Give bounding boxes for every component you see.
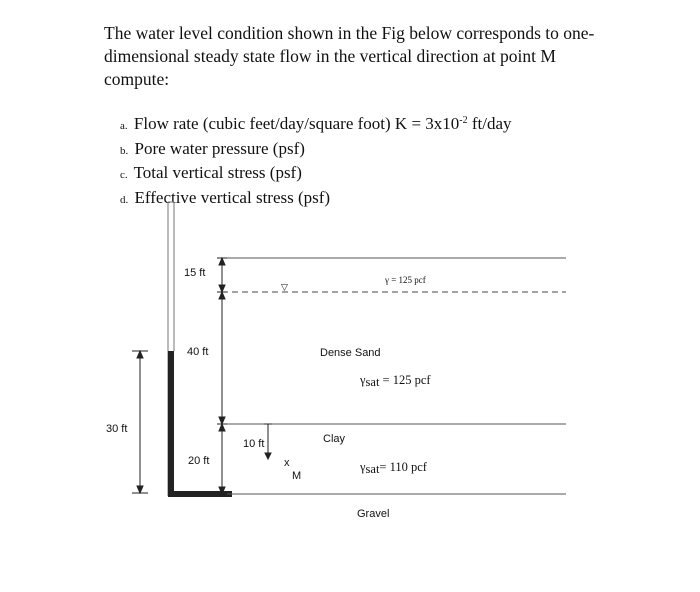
dim-10ft-label: 10 ft (243, 438, 265, 450)
water-unit-weight (384, 275, 426, 285)
piezometer-dimension (132, 351, 148, 493)
dim-20ft-label: 20 ft (188, 455, 210, 467)
sand-layer-label: Dense Sand (320, 347, 381, 359)
gravel-layer-label: Gravel (357, 508, 390, 520)
dim-30ft-label: 30 ft (106, 423, 128, 435)
sand-unit-weight-value: = 125 pcf (379, 373, 431, 387)
question-letter: a. (120, 120, 128, 132)
question-text: Total vertical stress (psf) (133, 163, 302, 182)
gamma-symbol: γ (360, 460, 366, 474)
clay-layer-label: Clay (323, 433, 346, 445)
question-letter: d. (120, 193, 129, 206)
gamma-symbol: γ (385, 275, 389, 285)
point-m-dimension (264, 424, 272, 459)
question-letter: b. (120, 144, 129, 157)
clay-unit-weight-value: = 110 pcf (379, 460, 427, 474)
problem-intro: The water level condition shown in the Fig below corresponds to one-dimensional steady state flow in the vertical direction at point M compute: (104, 23, 595, 89)
exponent: -2 (459, 115, 468, 126)
question-text: Flow rate (cubic feet/day/square foot) K = 3x10 (133, 114, 460, 133)
water-table-symbol: ▽ (281, 282, 288, 292)
water-unit-weight-value: = 125 pcf (388, 275, 426, 285)
point-m-label: M (292, 470, 302, 482)
gamma-symbol: γ (360, 373, 366, 387)
piezometer-water-column (168, 351, 174, 496)
dim-15ft-label: 15 ft (184, 267, 206, 279)
sat-subscript: sat (365, 462, 380, 476)
sat-subscript: sat (365, 375, 380, 389)
question-text: Pore water pressure (psf) (134, 138, 305, 158)
layer-dimension-line (217, 258, 227, 494)
clay-unit-weight (359, 460, 428, 476)
question-text: Effective vertical stress (psf) (134, 187, 331, 207)
dim-40ft-label: 40 ft (187, 346, 209, 358)
sand-unit-weight (359, 373, 431, 389)
point-m-marker: x (284, 457, 290, 469)
question-letter: c. (120, 169, 128, 181)
question-unit: ft/day (467, 114, 512, 133)
